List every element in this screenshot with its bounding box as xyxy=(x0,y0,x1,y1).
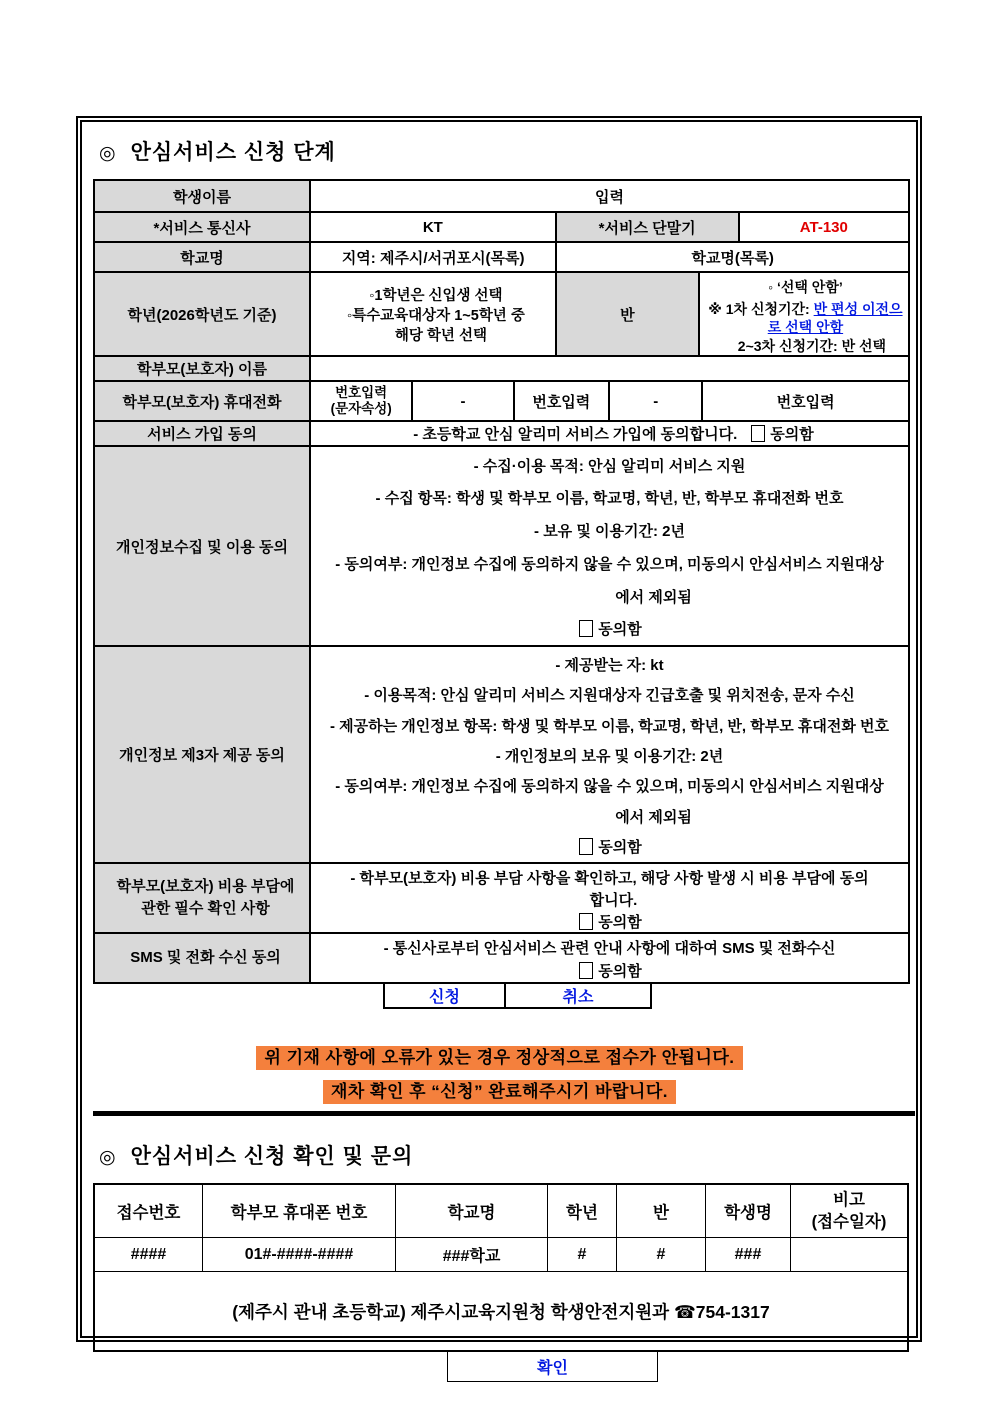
value-remarks xyxy=(790,1238,907,1271)
phone-dash-1: - xyxy=(411,382,512,420)
third-party-checkbox[interactable] xyxy=(579,838,593,855)
school-label: 학교명 xyxy=(95,243,309,271)
privacy-line-2: - 수집 항목: 학생 및 학부모 이름, 학교명, 학년, 반, 학부모 휴대전화 번호 xyxy=(375,490,844,508)
cost-confirm-label xyxy=(95,864,309,932)
section1-title xyxy=(99,136,906,166)
cost-label-line2: 관한 필수 확인 사항 xyxy=(141,900,270,917)
value-school: ###학교 xyxy=(395,1238,547,1271)
privacy-agree-label: 동의함 xyxy=(598,621,642,639)
value-parent-phone: 01#-####-#### xyxy=(202,1238,395,1271)
sms-agree-label: 동의함 xyxy=(598,963,642,980)
parent-phone-label: 학부모(보호자) 휴대전화 xyxy=(95,382,309,420)
class-select-notes[interactable] xyxy=(698,273,908,355)
third-party-line-6: 에서 제외됨 xyxy=(615,808,692,826)
double-circle-icon: ◎ xyxy=(99,1147,117,1168)
notice-line-2: 재차 확인 후 “신청” 완료해주시기 바랍니다. xyxy=(93,1077,906,1102)
row-service-join xyxy=(95,420,908,445)
section1-title-text: 안심서비스 신청 단계 xyxy=(130,141,336,164)
third-party-line-1: - 제공받는 자: kt xyxy=(555,656,664,674)
cost-agree-label: 동의함 xyxy=(598,913,642,931)
cost-line-2: 합니다. xyxy=(589,892,638,909)
carrier-label: *서비스 통신사 xyxy=(95,213,309,241)
grade-select-notes[interactable] xyxy=(309,273,555,355)
header-remarks-line2: (접수일자) xyxy=(811,1213,887,1231)
header-student: 학생명 xyxy=(705,1185,790,1237)
privacy-line-1: - 수집·이용 목적: 안심 알리미 서비스 지원 xyxy=(473,457,746,475)
confirmation-table xyxy=(93,1183,909,1352)
confirmation-header-row xyxy=(95,1185,907,1237)
row-sms-consent xyxy=(95,932,908,982)
row-school xyxy=(95,241,908,271)
header-class: 반 xyxy=(616,1185,705,1237)
parent-name-label: 학부모(보호자) 이름 xyxy=(95,357,309,380)
grade-note-2: ◦특수교육대상자 1~5학년 중 xyxy=(346,308,525,324)
value-receipt-no: #### xyxy=(130,1245,167,1263)
sms-line: - 통신사로부터 안심서비스 관련 안내 사항에 대하여 SMS 및 전화수신 xyxy=(383,940,836,957)
phone-middle-input[interactable]: 번호입력 xyxy=(513,382,608,420)
contact-info: (제주시 관내 초등학교) 제주시교육지원청 학생안전지원과 ☎754-1317 xyxy=(232,1301,770,1322)
grade-note-1: ◦1학년은 신입생 선택 xyxy=(369,288,503,304)
device-value: AT-130 xyxy=(738,213,908,241)
class-option: ◦ ‘선택 안함’ xyxy=(768,279,843,295)
class-note-blue: 반 편성 이전으로 선택 안함 xyxy=(767,300,903,335)
value-grade: # xyxy=(547,1238,616,1271)
header-remarks-line1: 비고 xyxy=(833,1191,865,1209)
service-join-label: 서비스 가입 동의 xyxy=(95,422,309,445)
service-join-agree-label: 동의함 xyxy=(770,426,814,443)
confirm-button[interactable]: 확인 xyxy=(447,1351,658,1382)
header-parent-phone: 학부모 휴대폰 번호 xyxy=(202,1185,395,1237)
row-carrier xyxy=(95,211,908,241)
school-name-select[interactable]: 학교명(목록) xyxy=(555,243,908,271)
third-party-agree-row xyxy=(577,832,641,862)
phone-last-input[interactable]: 번호입력 xyxy=(701,382,908,420)
phone-prefix-line1: 번호입력 xyxy=(335,385,388,400)
privacy-consent-label: 개인정보수집 및 이용 동의 xyxy=(95,447,309,645)
privacy-line-3: - 보유 및 이용기간: 2년 xyxy=(534,523,685,541)
student-name-label: 학생이름 xyxy=(95,181,309,211)
page-content xyxy=(80,120,918,1377)
row-parent-phone xyxy=(95,380,908,420)
row-third-party-consent xyxy=(95,645,908,862)
third-party-line-5: - 동의여부: 개인정보 수집에 동의하지 않을 수 있으며, 미동의시 안심서비스 지원대상 xyxy=(335,778,884,796)
privacy-line-4: - 동의여부: 개인정보 수집에 동의하지 않을 수 있으며, 미동의시 안심서비스 지원대상 xyxy=(335,555,884,573)
phone-prefix-line2: (문자속성) xyxy=(330,401,392,416)
third-party-agree-label: 동의함 xyxy=(598,839,642,857)
phone-prefix-input[interactable] xyxy=(309,382,411,420)
cost-confirm-body xyxy=(309,864,908,932)
privacy-checkbox[interactable] xyxy=(579,620,593,637)
form-buttons xyxy=(383,982,906,1009)
double-circle-icon: ◎ xyxy=(99,143,117,164)
class-period-note-2: 2~3차 신청기간: 반 선택 xyxy=(737,337,887,354)
grade-note-3: 해당 학년 선택 xyxy=(394,328,487,344)
header-grade: 학년 xyxy=(547,1185,616,1237)
third-party-label: 개인정보 제3자 제공 동의 xyxy=(95,647,309,862)
section2-title-text: 안심서비스 신청 확인 및 문의 xyxy=(130,1145,414,1168)
row-grade xyxy=(95,271,908,355)
header-remarks xyxy=(790,1185,907,1237)
third-party-line-4: - 개인정보의 보유 및 이용기간: 2년 xyxy=(495,747,724,765)
grade-label: 학년(2026학년도 기준) xyxy=(95,273,309,355)
service-join-checkbox[interactable] xyxy=(751,425,765,442)
section-divider xyxy=(93,1111,915,1116)
device-label: *서비스 단말기 xyxy=(555,213,738,241)
section2-title xyxy=(99,1140,906,1170)
sms-consent-body xyxy=(309,934,908,982)
header-school: 학교명 xyxy=(395,1185,547,1237)
sms-consent-label: SMS 및 전화 수신 동의 xyxy=(95,934,309,982)
carrier-select[interactable]: KT xyxy=(309,213,555,241)
page-border xyxy=(76,116,922,1377)
phone-dash-2: - xyxy=(608,382,701,420)
privacy-agree-row xyxy=(577,612,641,645)
submit-button[interactable]: 신청 xyxy=(383,982,506,1009)
value-class: # xyxy=(616,1238,705,1271)
cost-agree-row xyxy=(577,910,641,932)
application-table xyxy=(93,179,910,984)
confirmation-footer-row xyxy=(95,1271,907,1350)
service-join-text: - 초등학교 안심 알리미 서비스 가입에 동의합니다. xyxy=(413,426,738,443)
sms-checkbox[interactable] xyxy=(579,962,593,979)
header-receipt-no: 접수번호 xyxy=(116,1204,181,1222)
value-student: ### xyxy=(705,1238,790,1271)
class-label: 반 xyxy=(555,273,698,355)
cancel-button[interactable]: 취소 xyxy=(506,982,652,1009)
cost-line-1: - 학부모(보호자) 비용 부담 사항을 확인하고, 해당 사항 발생 시 비용 부담에 동의 xyxy=(350,870,869,888)
third-party-body xyxy=(309,647,908,862)
confirmation-value-row xyxy=(95,1237,907,1271)
student-name-input[interactable]: 입력 xyxy=(309,181,908,211)
privacy-consent-body xyxy=(309,447,908,645)
row-parent-name xyxy=(95,355,908,380)
class-note-black: ※ 1차 신청기간: xyxy=(708,300,814,317)
notice-line-1: 위 기재 사항에 오류가 있는 경우 정상적으로 접수가 안됩니다. xyxy=(93,1043,906,1068)
cost-checkbox[interactable] xyxy=(579,913,593,930)
school-region-select[interactable]: 지역: 제주시/서귀포시(목록) xyxy=(309,243,555,271)
row-cost-confirm xyxy=(95,862,908,932)
row-student-name xyxy=(95,181,908,211)
cost-label-line1: 학부모(보호자) 비용 부담에 xyxy=(116,878,295,895)
parent-name-input[interactable] xyxy=(309,357,908,380)
privacy-line-5: 에서 제외됨 xyxy=(615,588,692,606)
sms-agree-row xyxy=(577,959,641,982)
error-notice xyxy=(93,1043,906,1102)
row-privacy-consent xyxy=(95,445,908,645)
class-period-note xyxy=(705,300,906,337)
service-join-consent xyxy=(309,422,908,445)
third-party-line-3: - 제공하는 개인정보 항목: 학생 및 학부모 이름, 학교명, 학년, 반, 학부모 휴대전화 번호 xyxy=(329,717,889,735)
third-party-line-2: - 이용목적: 안심 알리미 서비스 지원대상자 긴급호출 및 위치전송, 문자 수신 xyxy=(364,687,855,705)
